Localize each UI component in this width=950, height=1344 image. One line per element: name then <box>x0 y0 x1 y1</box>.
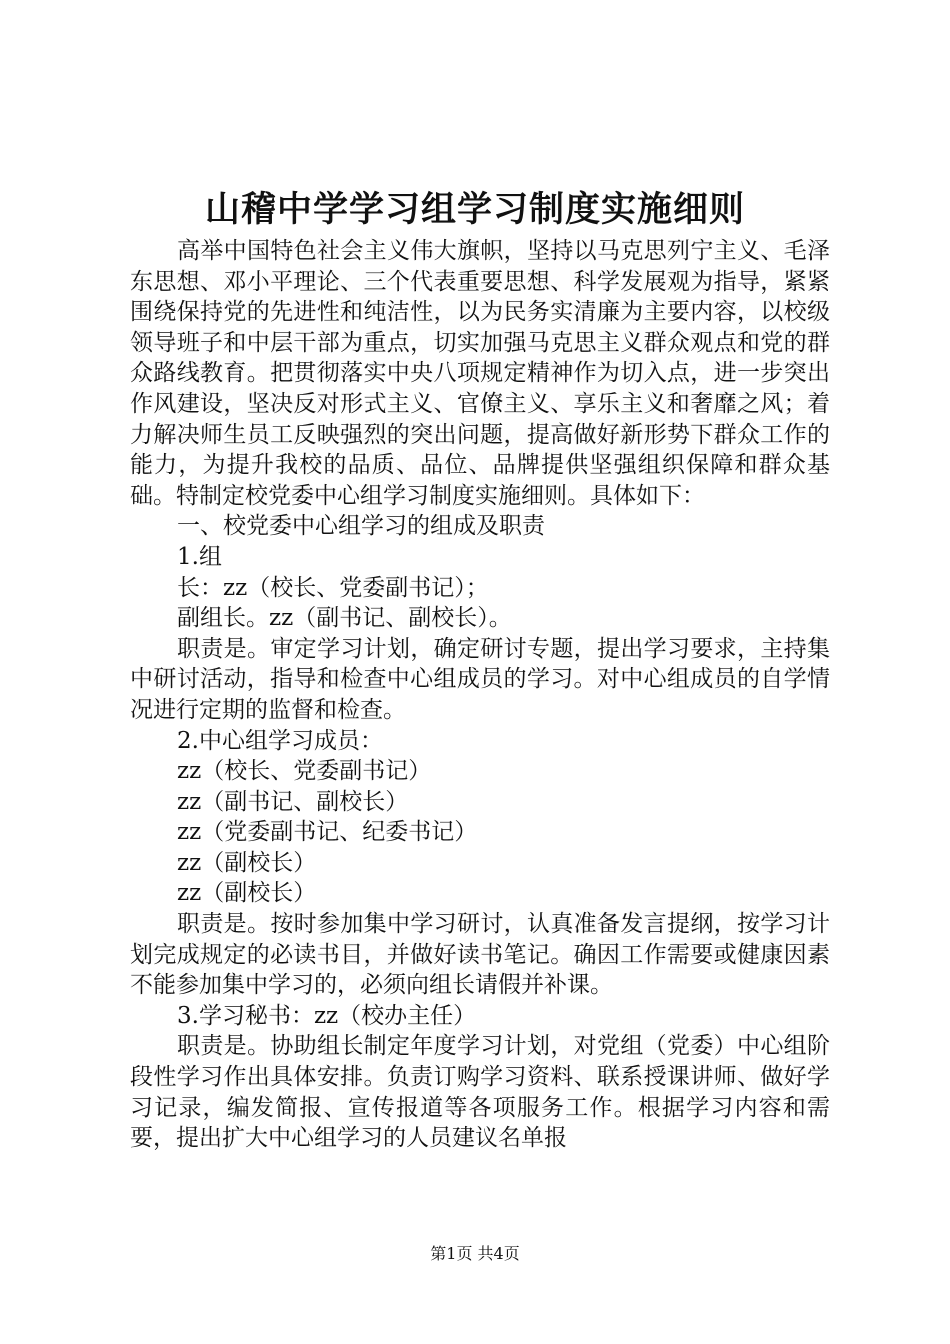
member-line: zz（副校长） <box>177 849 317 876</box>
paragraph-intro: 高举中国特色社会主义伟大旗帜，坚持以马克思列宁主义、毛泽东思想、邓小平理论、三个代表重要思想、科学发展观为指导，紧紧围绕保持党的先进性和纯洁性，以为民务实清廉为主要内容，以校级领导班子和中层干部为重点，切实加强马克思主义群众观点和党的群众路线教育。把贯彻落实中央八项规定精神作为切入点，进一步突出作风建设，坚决反对形式主义、官僚主义、享乐主义和奢靡之风；着力解决师生员工反映强烈的突出问题，提高做好新形势下群众工作的能力，为提升我校的品质、品位、品牌提供坚强组织保障和群众基础。特制定校党委中心组学习制度实施细则。具体如下： <box>130 238 830 509</box>
member-line: zz（党委副书记、纪委书记） <box>177 819 478 846</box>
list-item-2: 2.中心组学习成员： <box>177 727 383 754</box>
document-title: 山稽中学学习组学习制度实施细则 <box>204 189 745 230</box>
list-item-3: 3.学习秘书：zz（校办主任） <box>177 1002 477 1029</box>
member-line: zz（副校长） <box>177 880 317 907</box>
section-heading-1: 一、校党委中心组学习的组成及职责 <box>177 513 545 540</box>
list-item-1: 1.组 <box>177 543 222 570</box>
leader-duties-paragraph: 职责是。审定学习计划，确定研讨专题，提出学习要求，主持集中研讨活动，指导和检查中心组成员的学习。对中心组成员的自学情况进行定期的监督和检查。 <box>130 635 830 723</box>
member-line: zz（校长、党委副书记） <box>177 758 432 785</box>
page-footer: 第1页 共4页 <box>430 1244 520 1263</box>
member-line: zz（副书记、副校长） <box>177 788 409 815</box>
deputy-leader-line: 副组长。zz（副书记、副校长）。 <box>177 605 512 632</box>
leader-line: 长：zz（校长、党委副书记）； <box>177 574 489 601</box>
document-body <box>130 236 830 1154</box>
member-duties-paragraph: 职责是。按时参加集中学习研讨，认真准备发言提纲，按学习计划完成规定的必读书目，并做好读书笔记。确因工作需要或健康因素不能参加集中学习的，必须向组长请假并补课。 <box>130 911 830 999</box>
secretary-duties-paragraph: 职责是。协助组长制定年度学习计划，对党组（党委）中心组阶段性学习作出具体安排。负责订购学习资料、联系授课讲师、做好学习记录，编发简报、宣传报道等各项服务工作。根据学习内容和需要，提出扩大中心组学习的人员建议名单报 <box>130 1033 830 1152</box>
